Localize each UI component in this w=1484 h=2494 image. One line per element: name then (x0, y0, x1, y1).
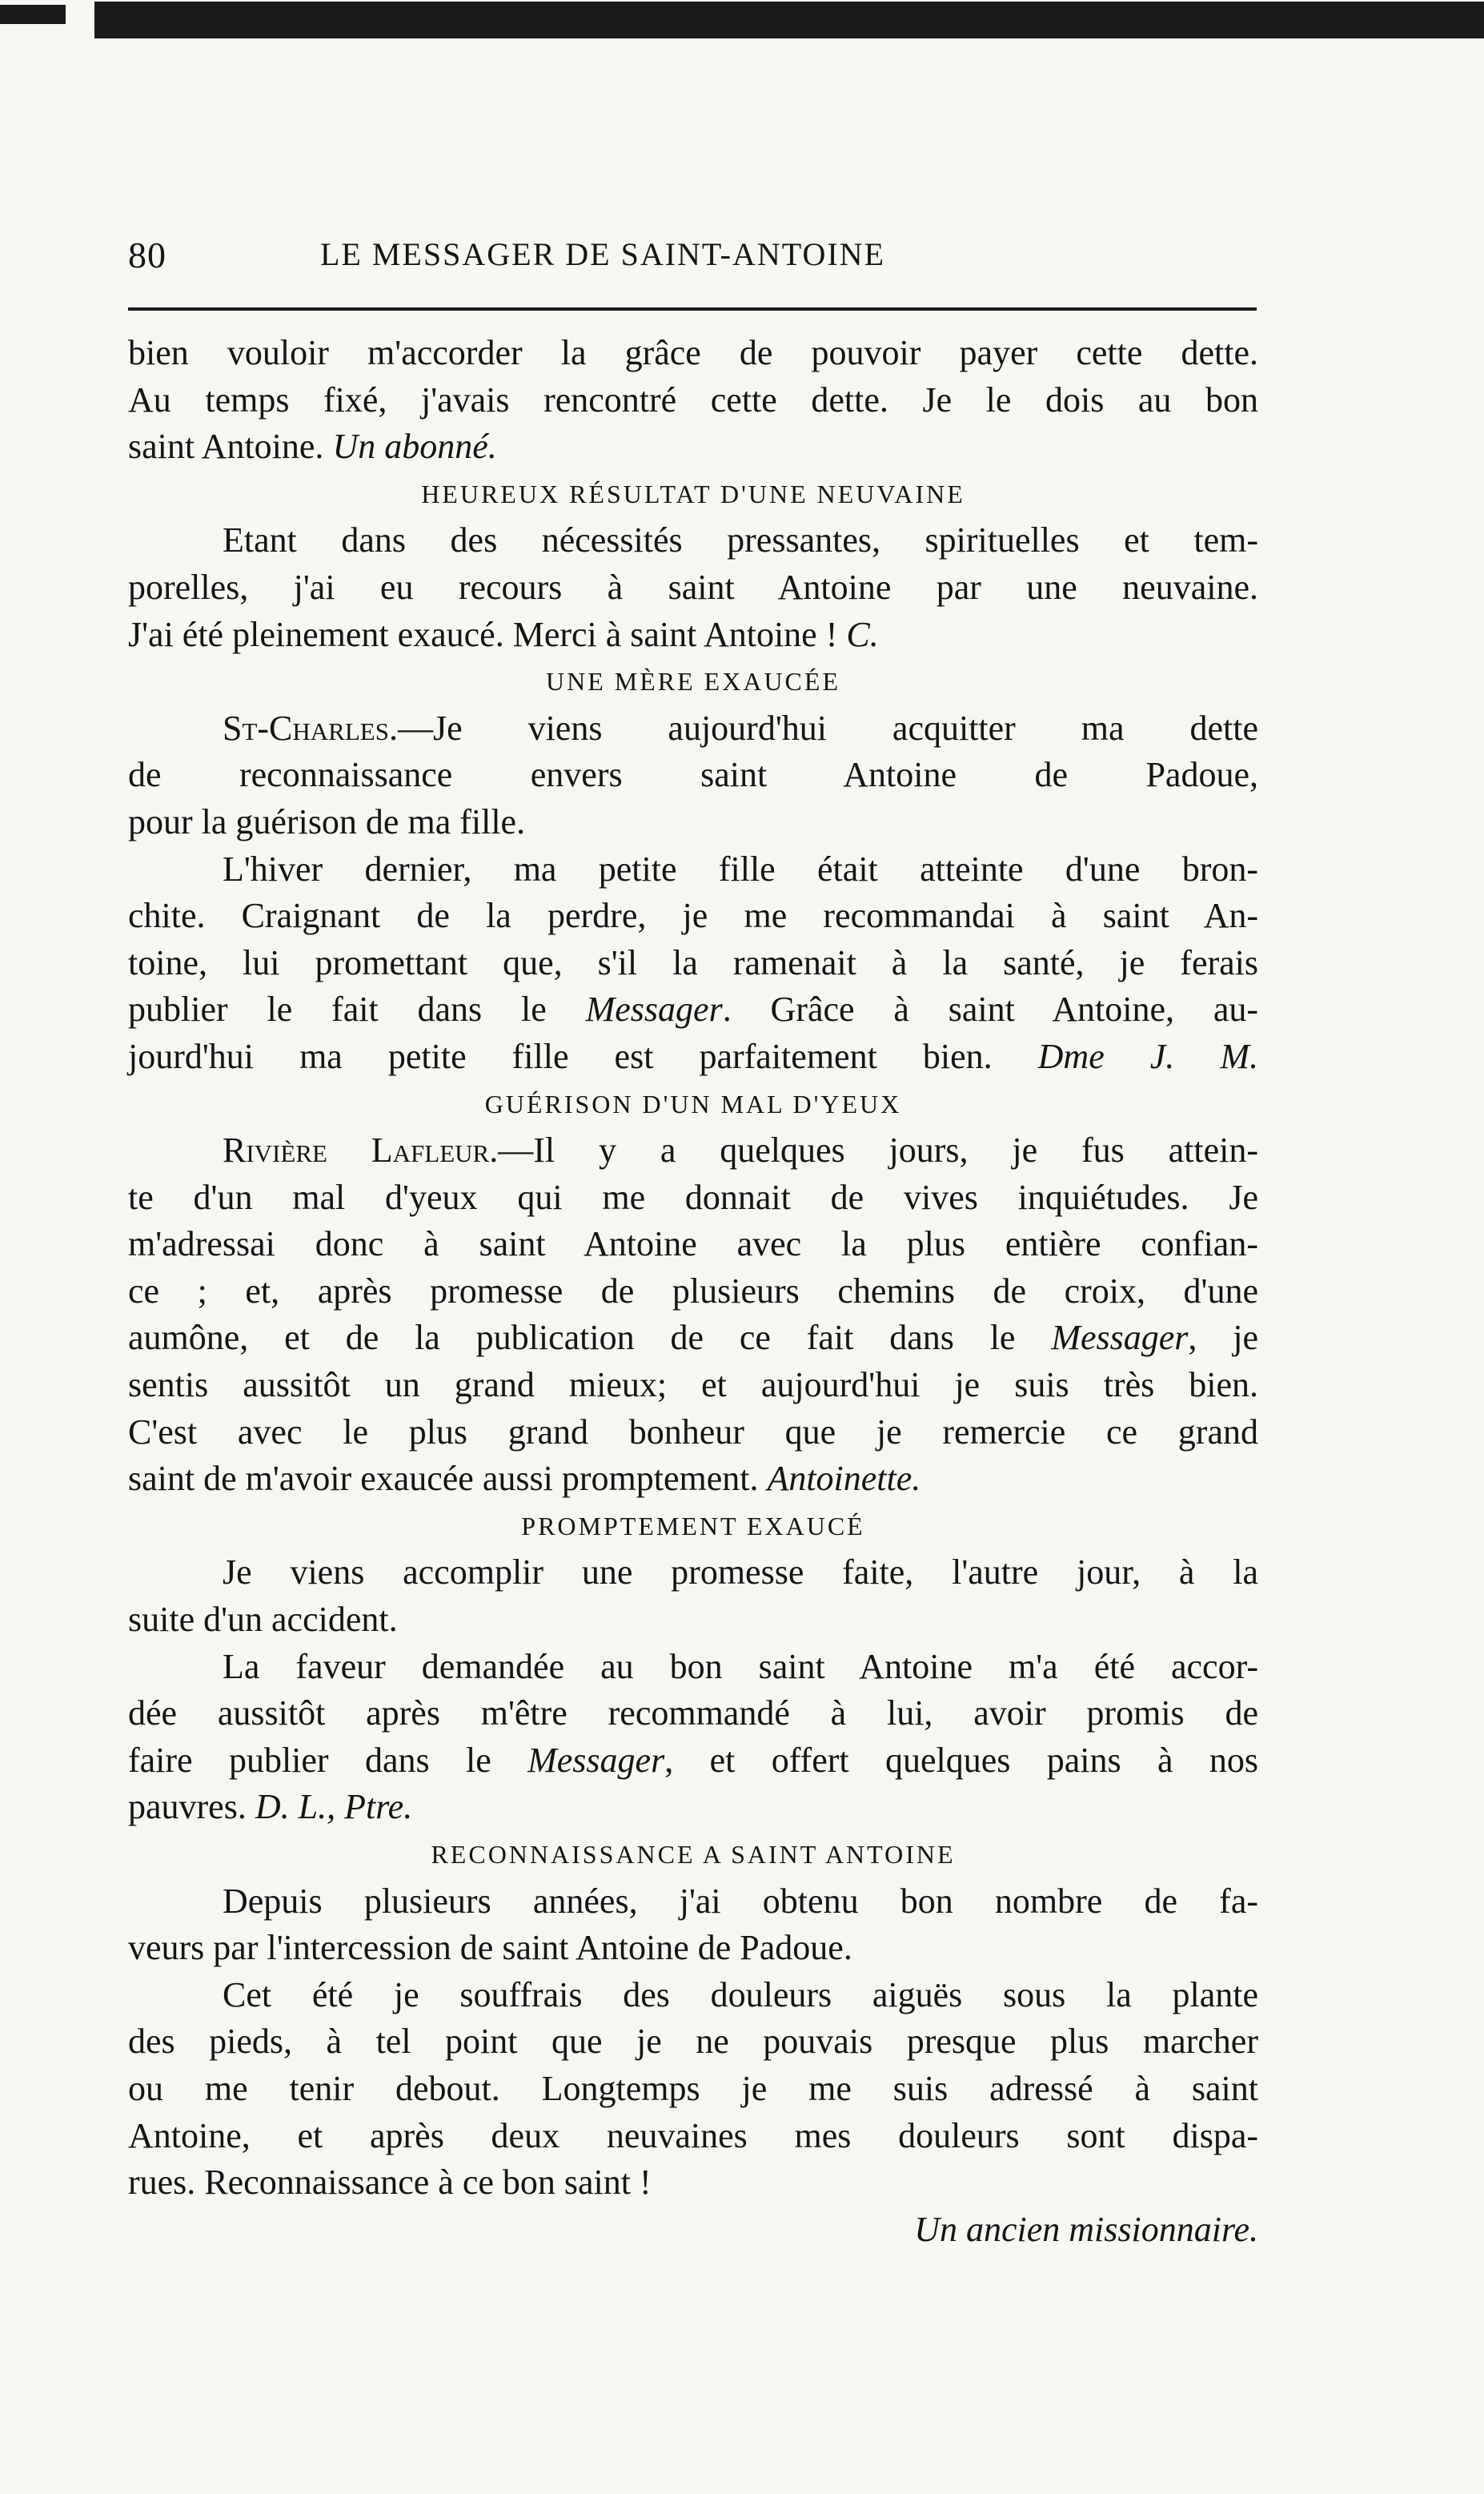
page-header (128, 234, 1265, 285)
text-run: saint Antoine. (128, 427, 324, 467)
signature: Un abonné. (332, 427, 497, 467)
signature: Dme J. M. (1037, 1036, 1258, 1076)
text-line (128, 1456, 1258, 1503)
text-line: toine, lui promettant que, s'il la ramenait à la santé, je ferais (128, 942, 1258, 982)
text-line: L'hiver dernier, ma petite fille était atteinte d'une bron- (223, 849, 1258, 889)
section-mal-yeux (128, 1081, 1258, 1503)
signature: C. (846, 614, 879, 654)
text-line: sentis aussitôt un grand mieux; et aujourd'hui je suis très bien. (128, 1365, 1258, 1405)
text-line: veurs par l'intercession de saint Antoine de Padoue. (128, 1928, 852, 1968)
text-line: dée aussitôt après m'être recommandé à lui, avoir promis de (128, 1693, 1258, 1733)
text-line: des pieds, à tel point que je ne pouvais presque plus marcher (128, 2022, 1258, 2062)
section-heading: PROMPTEMENT EXAUCÉ (521, 1511, 865, 1540)
section-neuvaine (128, 471, 1258, 658)
text-run: J'ai été pleinement exaucé. Merci à saint Antoine ! (128, 614, 838, 654)
text-run: —Je viens aujourd'hui acquitter ma dette (397, 708, 1258, 748)
section-heading: RECONNAISSANCE A SAINT ANTOINE (431, 1840, 956, 1869)
place-name: Rivière Lafleur. (223, 1131, 499, 1171)
text-run: pauvres. (128, 1787, 247, 1827)
text-line: Antoine, et après deux neuvaines mes douleurs sont dispa- (128, 2115, 1258, 2155)
text-line (128, 424, 1258, 471)
text-line (128, 1737, 1258, 1785)
text-run: , et offert quelques pains à nos (664, 1740, 1259, 1780)
text-line (128, 986, 1258, 1034)
journal-title: Messager (585, 990, 723, 1030)
section-reconnaissance (128, 1831, 1258, 2253)
text-line (128, 1034, 1258, 1081)
scan-edge-mark (0, 5, 66, 24)
text-line: Etant dans des nécessités pressantes, spirituelles et tem- (223, 520, 1258, 560)
place-name: St-Charles. (223, 708, 398, 748)
section-heading: GUÉRISON D'UN MAL D'YEUX (484, 1089, 902, 1118)
section-heading: HEUREUX RÉSULTAT D'UNE NEUVAINE (421, 479, 965, 508)
text-run: —Il y a quelques jours, je fus attein- (498, 1131, 1258, 1171)
text-line: Je viens accomplir une promesse faite, l'autre jour, à la (223, 1552, 1258, 1592)
text-run: jourd'hui ma petite fille est parfaitement bien. (128, 1036, 993, 1076)
text-line: bien vouloir m'accorder la grâce de pouvoir payer cette dette. (128, 333, 1258, 372)
text-line: Depuis plusieurs années, j'ai obtenu bon nombre de fa- (223, 1881, 1258, 1921)
text-line: ce ; et, après promesse de plusieurs chemins de croix, d'une (128, 1271, 1258, 1311)
text-line: La faveur demandée au bon saint Antoine m'a été accor- (223, 1646, 1258, 1686)
text-line (128, 705, 1258, 753)
page-number: 80 (128, 235, 166, 275)
running-title: LE MESSAGER DE SAINT-ANTOINE (320, 236, 885, 272)
text-run: . Grâce à saint Antoine, au- (722, 990, 1259, 1030)
text-run: saint de m'avoir exaucée aussi promptement. (128, 1459, 759, 1499)
page-body (128, 330, 1258, 2253)
text-line: Au temps fixé, j'avais rencontré cette dette. Je le dois au bon (128, 380, 1258, 420)
text-run: , je (1188, 1318, 1258, 1358)
signature: Un ancien missionnaire. (914, 2209, 1258, 2249)
text-line: C'est avec le plus grand bonheur que je remercie ce grand (128, 1412, 1258, 1452)
text-run: publier le fait dans le (128, 990, 547, 1030)
signature: Antoinette. (767, 1459, 921, 1499)
text-line: de reconnaissance envers saint Antoine de Padoue, (128, 755, 1258, 795)
text-line: Cet été je souffrais des douleurs aiguës sous la plante (223, 1974, 1258, 2014)
journal-title: Messager (1051, 1318, 1189, 1358)
text-run: aumône, et de la publication de ce fait dans le (128, 1318, 1016, 1358)
section-heading: UNE MÈRE EXAUCÉE (546, 667, 840, 697)
section-mere-exaucee (128, 658, 1258, 1080)
section-continuation (128, 330, 1258, 471)
text-line: chite. Craignant de la perdre, je me recommandai à saint An- (128, 896, 1258, 936)
text-line: porelles, j'ai eu recours à saint Antoine par une neuvaine. (128, 567, 1258, 607)
journal-title: Messager (527, 1740, 665, 1780)
signature: D. L., Ptre. (255, 1787, 413, 1827)
text-line (128, 1127, 1258, 1175)
text-line (128, 1315, 1258, 1362)
text-line: ou me tenir debout. Longtemps je me suis adressé à saint (128, 2068, 1258, 2108)
text-line (128, 612, 1258, 659)
header-rule (128, 307, 1257, 311)
scan-top-bar (94, 2, 1484, 38)
text-line: pour la guérison de ma fille. (128, 801, 526, 841)
text-line: te d'un mal d'yeux qui me donnait de vives inquiétudes. Je (128, 1177, 1258, 1217)
text-run: faire publier dans le (128, 1740, 491, 1780)
text-line (128, 1784, 1258, 1831)
text-line: rues. Reconnaissance à ce bon saint ! (128, 2163, 652, 2203)
section-promptement-exauce (128, 1503, 1258, 1831)
text-line: m'adressai donc à saint Antoine avec la plus entière confian- (128, 1224, 1258, 1264)
text-line: suite d'un accident. (128, 1600, 398, 1640)
